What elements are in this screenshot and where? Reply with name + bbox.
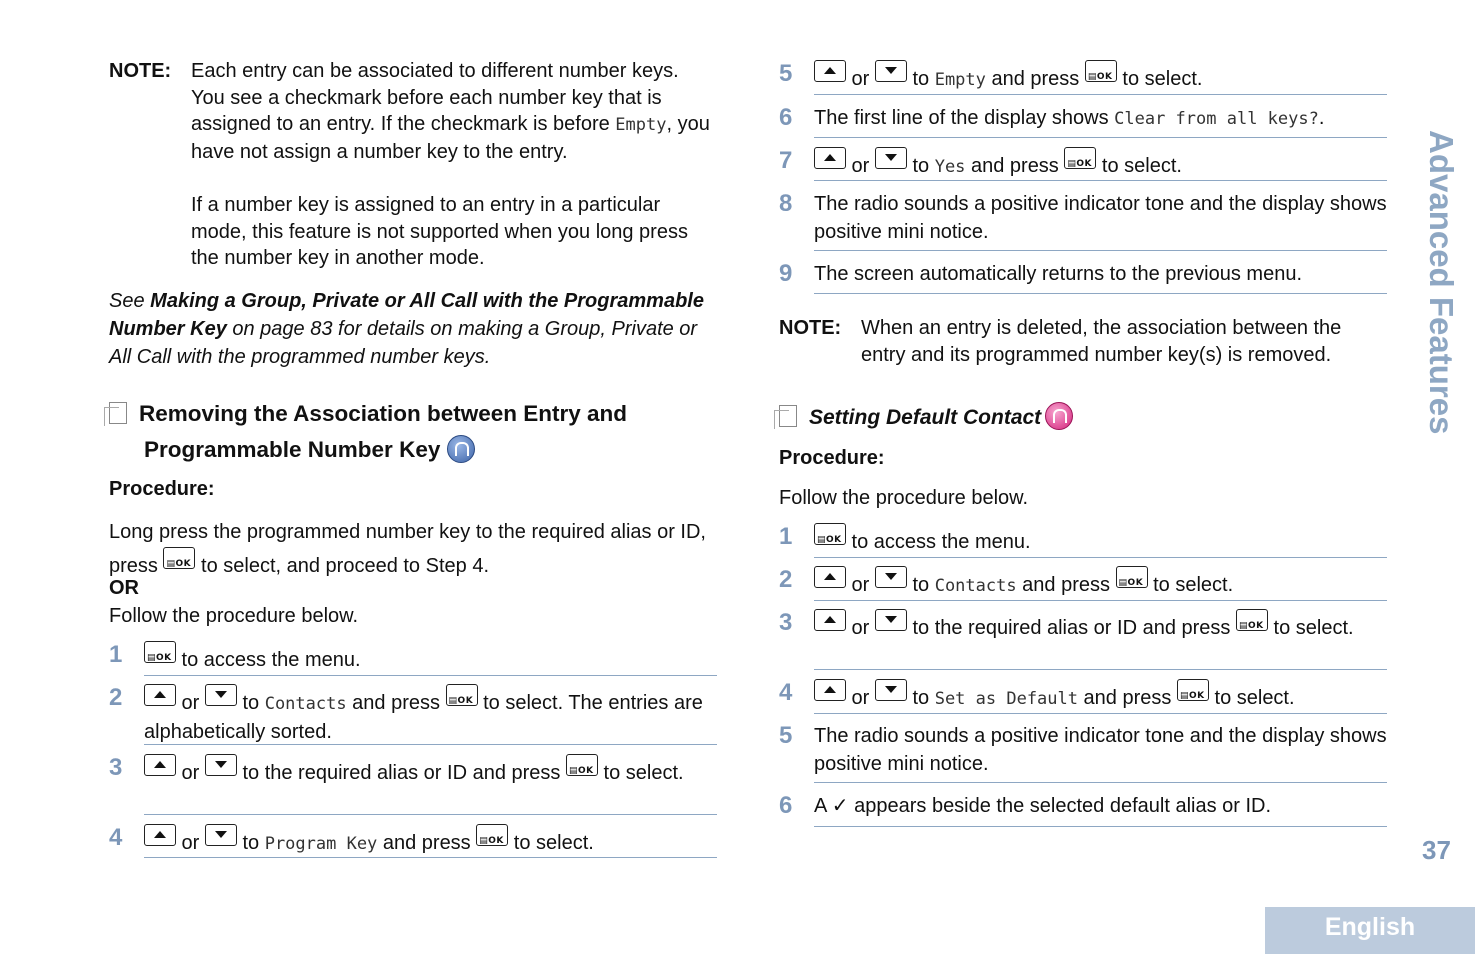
procedure-intro: Long press the programmed number key to the required alias or ID, press ▤OK to select, and proceed to Step 4. [109,518,719,581]
step-divider [814,669,1387,670]
note-label: NOTE: [109,60,172,82]
step-divider [144,857,717,858]
down-arrow-key-icon [205,684,237,706]
menu-ok-key-icon [144,641,176,663]
menu-ok-key-icon [163,547,195,569]
step-divider [814,600,1387,601]
step-number: 3 [109,754,123,781]
step-divider [144,675,717,676]
step-number: 9 [779,260,793,287]
step-number: 3 [779,609,793,636]
step-divider [144,814,717,815]
down-arrow-key-icon [205,824,237,846]
step-number: 1 [779,523,793,550]
step-divider [814,94,1387,95]
step-number: 4 [109,824,123,851]
document-icon [109,402,127,424]
document-icon [779,405,797,427]
menu-ok-key-icon [476,824,508,846]
step-number: 6 [779,104,793,131]
or-label: OR [109,577,139,599]
down-arrow-key-icon [875,147,907,169]
down-arrow-key-icon [205,754,237,776]
note-label: NOTE: [779,317,842,339]
up-arrow-key-icon [144,824,176,846]
step-number: 2 [779,566,793,593]
see-reference: See Making a Group, Private or All Call with the Programmable Number Key on page 83 for details on making a Group, Private or All Call with the programmed number keys. [109,290,704,368]
up-arrow-key-icon [814,60,846,82]
note-paragraph-2: If a number key is assigned to an entry in a particular mode, this feature is not supported when you long press the number key in another mode. [191,194,688,269]
step-divider [814,782,1387,783]
step-number: 8 [779,190,793,217]
step-divider [814,557,1387,558]
step-number: 5 [779,60,793,87]
language-tab[interactable]: English [1265,907,1475,954]
step-divider [814,713,1387,714]
page-number: 37 [1422,835,1451,865]
up-arrow-key-icon [814,609,846,631]
up-arrow-key-icon [144,684,176,706]
menu-ok-key-icon [814,523,846,545]
down-arrow-key-icon [875,679,907,701]
note-paragraph-1: Each entry can be associated to different number keys. You see a checkmark before each number key that is assigned to an entry. If the checkmark is before Empty, you have not assign a number key to the entry. [191,60,710,163]
note-body [191,58,717,272]
up-arrow-key-icon [144,754,176,776]
pink-mode-badge-icon [1045,402,1073,430]
step-number: 2 [109,684,123,711]
note-body: When an entry is deleted, the association between the entry and its programmed number key(s) is removed. [861,317,1342,366]
step-number: 4 [779,679,793,706]
follow-text: Follow the procedure below. [109,605,359,627]
menu-ok-key-icon [446,684,478,706]
procedure-label: Procedure: [109,478,215,500]
step-divider [814,180,1387,181]
menu-ok-key-icon [1116,566,1148,588]
section-heading-removing-association: Removing the Association between Entry and Programmable Number Key [109,396,729,468]
down-arrow-key-icon [875,609,907,631]
procedure-label: Procedure: [779,447,885,469]
down-arrow-key-icon [875,566,907,588]
menu-ok-key-icon [1236,609,1268,631]
menu-ok-key-icon [1177,679,1209,701]
step-number: 5 [779,722,793,749]
chapter-sidebar-title: Advanced Features [1423,130,1460,435]
menu-ok-key-icon [1085,60,1117,82]
step-divider [144,744,717,745]
step-divider [814,293,1387,294]
section-heading-default-contact: Setting Default Contact [779,400,1073,436]
step-number: 6 [779,792,793,819]
note-number-keys [109,58,717,272]
note-entry-deleted [779,315,1387,368]
up-arrow-key-icon [814,679,846,701]
step-divider [814,137,1387,138]
step-divider [814,826,1387,827]
follow-text: Follow the procedure below. [779,487,1029,509]
reference-link[interactable]: Making a Group, Private or All Call with the Programmable Number Key [109,290,704,340]
step-number: 7 [779,147,793,174]
step-divider [814,250,1387,251]
up-arrow-key-icon [814,566,846,588]
menu-ok-key-icon [1064,147,1096,169]
up-arrow-key-icon [814,147,846,169]
blue-mode-badge-icon [447,435,475,463]
menu-ok-key-icon [566,754,598,776]
step-number: 1 [109,641,123,668]
down-arrow-key-icon [875,60,907,82]
